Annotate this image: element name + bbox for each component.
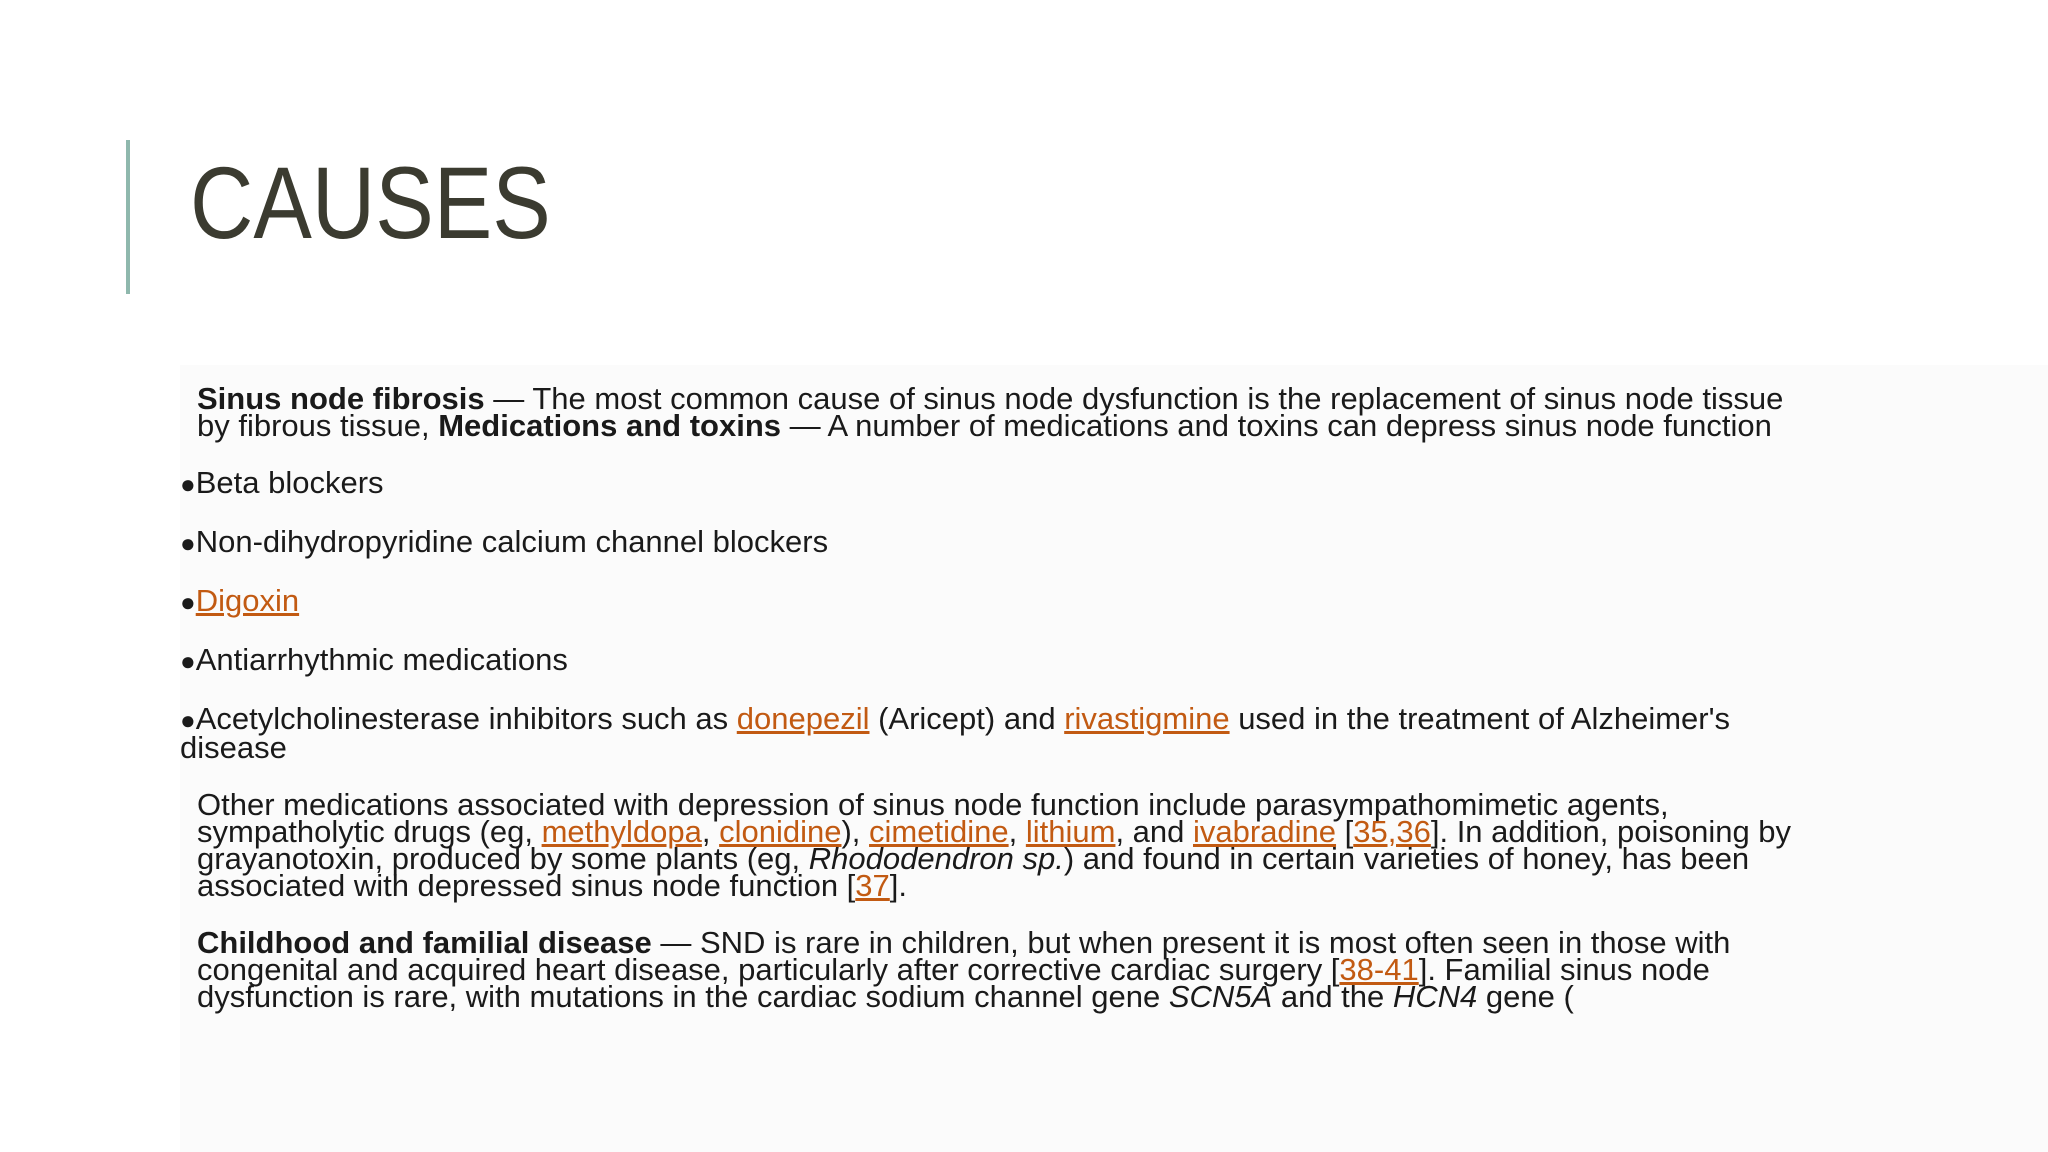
- text: ].: [889, 868, 908, 903]
- text: — The most common cause of sinus node dysfunction is the replacement of sinus node tissue by fibrous tissue,: [197, 381, 1784, 443]
- title-accent-bar: [126, 140, 130, 294]
- link-ref-37[interactable]: 37: [855, 868, 890, 903]
- bullet-dot: ●: [180, 646, 196, 676]
- text: used in the treatment of Alzheimer's disease: [180, 701, 1731, 765]
- link-lithium[interactable]: lithium: [1025, 814, 1116, 849]
- bullet-dot: ●: [180, 587, 196, 617]
- text: ,: [1008, 814, 1026, 849]
- text: and the: [1272, 979, 1393, 1014]
- bullet-calcium-channel-blockers: [180, 524, 1820, 559]
- bullet-text: Non-dihydropyridine calcium channel blockers: [195, 524, 829, 559]
- text: [: [1336, 814, 1354, 849]
- heading-sinus-node-fibrosis: Sinus node fibrosis: [197, 381, 485, 416]
- text: ) and found in certain varieties of honey, has been associated with depressed sinus node function [: [197, 841, 1750, 903]
- slide-title: CAUSES: [190, 146, 551, 260]
- bullet-dot: ●: [180, 469, 196, 499]
- heading-medications-toxins: Medications and toxins: [438, 408, 781, 443]
- text: gene (: [1477, 979, 1574, 1014]
- italic-hcn4: HCN4: [1392, 979, 1478, 1014]
- link-ref-35-36[interactable]: 35,36: [1353, 814, 1431, 849]
- link-clonidine[interactable]: clonidine: [719, 814, 842, 849]
- bullet-text: Antiarrhythmic medications: [195, 642, 568, 677]
- text: , and: [1115, 814, 1193, 849]
- text: Acetylcholinesterase inhibitors such as: [195, 701, 737, 736]
- link-digoxin[interactable]: Digoxin: [195, 583, 300, 618]
- text: (Aricept) and: [869, 701, 1065, 736]
- bullet-beta-blockers: [180, 465, 1820, 500]
- text: — A number of medications and toxins can depress sinus node function: [781, 408, 1772, 443]
- text: ]. In addition, poisoning by grayanotoxin, produced by some plants (eg,: [197, 814, 1792, 876]
- link-methyldopa[interactable]: methyldopa: [541, 814, 702, 849]
- paragraph-other-medications: [197, 787, 1820, 903]
- heading-childhood-familial: Childhood and familial disease: [197, 925, 652, 960]
- text: ),: [841, 814, 870, 849]
- text: ]. Familial sinus node dysfunction is rare, with mutations in the cardiac sodium channel gene: [197, 952, 1710, 1014]
- paragraph-fibrosis-medications: [197, 381, 1820, 443]
- link-donepezil[interactable]: donepezil: [736, 701, 870, 736]
- bullet-antiarrhythmic: [180, 642, 1820, 677]
- link-rivastigmine[interactable]: rivastigmine: [1064, 701, 1230, 736]
- bullet-acetylcholinesterase: [180, 701, 1820, 765]
- link-ref-38-41[interactable]: 38-41: [1339, 952, 1419, 987]
- paragraph-childhood-familial: [197, 925, 1820, 1014]
- text: ,: [701, 814, 720, 849]
- bullet-text: Beta blockers: [195, 465, 384, 500]
- italic-scn5a: SCN5A: [1168, 979, 1273, 1014]
- bullet-digoxin: [180, 583, 1820, 618]
- text: Other medications associated with depression of sinus node function include parasympathomimetic agents, sympatholytic drugs (eg,: [197, 787, 1669, 849]
- bullet-dot: ●: [180, 705, 196, 735]
- slide-body: [180, 381, 1820, 1040]
- italic-rhododendron: Rhododendron sp.: [808, 841, 1064, 876]
- text: — SND is rare in children, but when present it is most often seen in those with congenital and acquired heart disease, particularly after corrective cardiac surgery [: [197, 925, 1731, 987]
- link-cimetidine[interactable]: cimetidine: [869, 814, 1009, 849]
- bullet-dot: ●: [180, 528, 196, 558]
- link-ivabradine[interactable]: ivabradine: [1193, 814, 1337, 849]
